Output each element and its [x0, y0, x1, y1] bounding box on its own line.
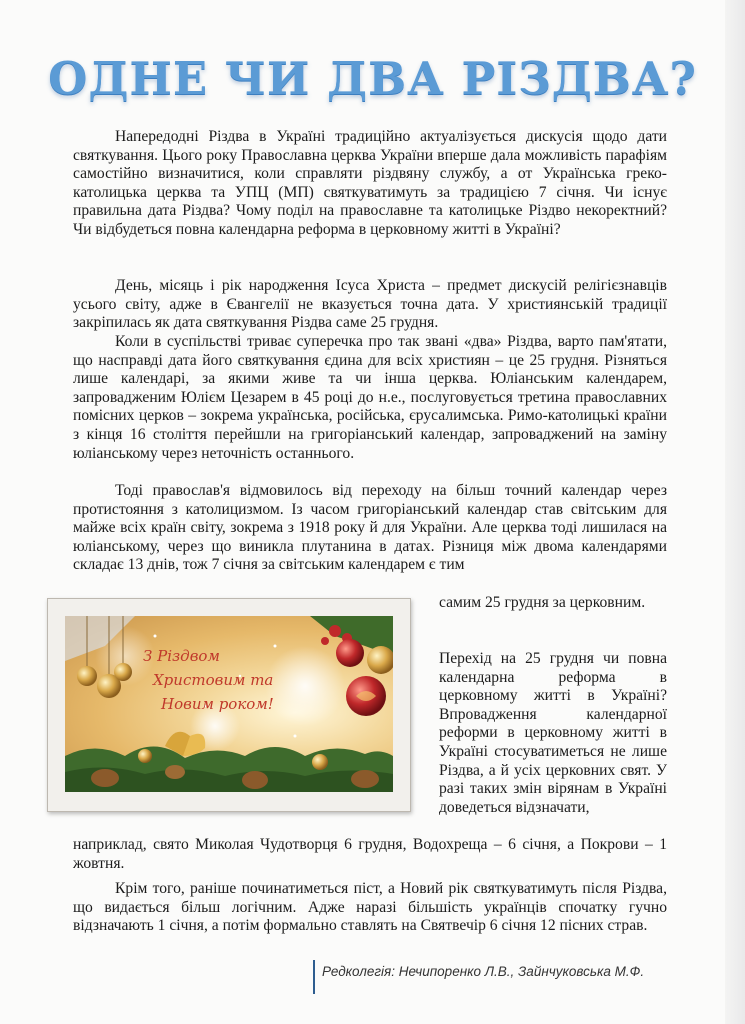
- paragraph-calendars: Коли в суспільстві триває суперечка про так звані «два» Різдва, варто пам'ятати, що насправді дата його святкування єдина для всіх християн – це 25 грудня. Різняться лише календарі, за якими живе та чи інша церква. Юліанським календарем, запровадженим Юлієм Цезарем в 45 році до н.е., послуговується третина православних помісних церков – зокрема українська, російська, єрусалимська. Римо-католицькі країни з кінця 16 століття перейшли на григоріанський календар, запроваджений на заміну юліанському через неточність останнього.: [73, 333, 667, 462]
- footer-rule: [313, 960, 315, 994]
- paragraph-fasting: Крім того, раніше починатиметься піст, а Новий рік святкуватимуть після Різдва, що видається більш логічним. Адже наразі більшість українців спочатку гучно відзначають 1 січня, а потім формально ставлять на Святвечір 6 січня 12 пісних страв.: [73, 880, 667, 935]
- christmas-card-picture: [65, 616, 393, 792]
- card-greeting: [143, 644, 274, 716]
- page-edge: [725, 0, 745, 1024]
- paragraph-birth-date: День, місяць і рік народження Ісуса Христа – предмет дискусій релігієзнавців усього світу, адже в Євангелії не вказується точна дата. У християнській традиції закріпилась як дата святкування Різдва саме 25 грудня.: [73, 277, 667, 332]
- paragraph-reform: Перехід на 25 грудня чи повна календарна реформа в церковному житті в Україні? Впровадження календарної реформи в церковному житті в Україні стосуватиметься не лише Різдва, а й усіх церковних свят. У разі таких змін вірянам в Україні доведеться відзначати,: [439, 650, 667, 816]
- page-title: ОДНЕ ЧИ ДВА РІЗДВА?: [48, 52, 697, 105]
- paragraph-orthodoxy-continued: самим 25 грудня за церковним.: [439, 594, 646, 611]
- paragraph-reform-continued: наприклад, свято Миколая Чудотворця 6 грудня, Водохреща – 6 січня, а Покрови – 1 жовтня.: [73, 836, 667, 872]
- card-greeting-line-1: З Різдвом: [143, 647, 220, 665]
- card-greeting-line-3: Новим роком!: [161, 695, 274, 713]
- paragraph-orthodoxy: Тоді православ'я відмовилось від переходу на більш точний календар через протистояння з католицизмом. Із часом григоріанський календар став світським для майже всіх країн світу, зокрема з 1918 року й для України. Але церква тоді лишилася на юліанському, через що виникла плутанина в датах. Різниця між двома календарями складає 13 днів, тож 7 січня за світським календарем є тим: [73, 482, 667, 574]
- editorial-credit: Редколегія: Нечипоренко Л.В., Зайнчуковська М.Ф.: [322, 964, 645, 979]
- card-greeting-line-2: Христовим та: [153, 671, 274, 689]
- paragraph-intro: Напередодні Різдва в Україні традиційно актуалізується дискусія щодо дати святкування. Цього року Православна церква України вперше дала можливість парафіям самостійно визначитися, коли справляти різдвяну службу, а от Українська греко-католицька церква та УПЦ (МП) святкуватимуть за традицією 7 січня. Чи існує правильна дата Різдва? Чому поділ на православне та католицьке Різдво некоректний? Чи відбудеться повна календарна реформа в церковному житті в Україні?: [73, 128, 667, 238]
- christmas-card-image: [47, 598, 411, 812]
